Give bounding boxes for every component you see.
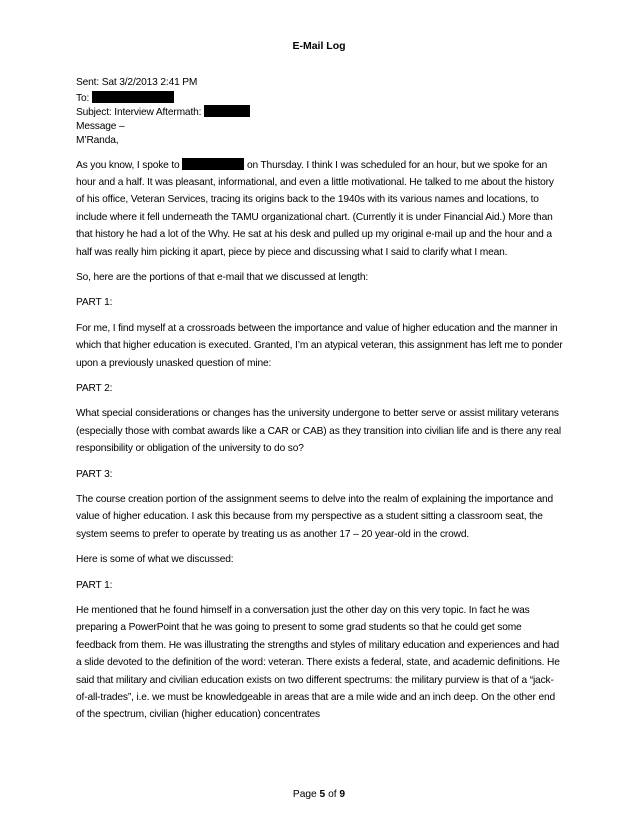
paragraph: So, here are the portions of that e-mail that we discussed at length: (76, 271, 369, 283)
paragraph (76, 157, 564, 261)
paragraph: The course creation portion of the assignment seems to delve into the realm of explaining the importance and value of higher education. I ask this because from my perspective as a student sitting a classroom seat, the system seems to prefer to operate by treating us as another 17 – 20 year-old in the crowd. (76, 494, 554, 540)
page-total: 9 (339, 789, 346, 800)
redaction-bar (182, 158, 244, 170)
redaction-bar (92, 91, 174, 103)
message-line: Message – (76, 120, 125, 132)
p1-before-text: As you know, I spoke to (76, 159, 180, 171)
to-line (76, 91, 564, 106)
paragraph: He mentioned that he found himself in a conversation just the other day on this very topic. In fact he was preparing a PowerPoint that he was going to present to some grad students so that he could get some feedback from them. He was illustrating the strengths and styles of military education and experiences and had a slide devoted to the definition of the word: veteran. There exists a federal, state, and academic definitions. He said that military and civilian education exists on two different spectrums: the military purview is that of a “jack-of-all-trades”, i.e. we must be knowledgeable in areas that are a mile wide and an inch deep. On the other end of the spectrum, civilian (higher education) concentrates (76, 605, 560, 721)
section-label: PART 1: (76, 579, 113, 591)
to-label: To: (76, 92, 90, 104)
section-label: PART 3: (76, 468, 113, 480)
section-label: PART 1: (76, 297, 113, 309)
paragraph: For me, I find myself at a crossroads between the importance and value of higher education and the manner in which that higher education is executed. Granted, I’m an atypical veteran, this assignment has left me to ponder upon a previously unasked question of mine: (76, 322, 563, 369)
p1-after-text: on Thursday. I think I was scheduled for an hour, but we spoke for an hour and a half. It was pleasant, informational, and even a little motivational. He talked to me about the history of his office, Veteran Services, tracing its origins back to the 1940s with its various names and locations, to include where it fell underneath the TAMU organizational chart. (Currently it is under Financial Aid.) More than that history he had a lot of the Why. He sat at his desk and pulled up my original e-mail up and the hour and a half was really him picking it apart, piece by piece and discussing what I said to clarify what I mean. (76, 159, 554, 258)
page-word: Page (292, 789, 317, 800)
subject-line (76, 105, 564, 120)
page-number: 5 (319, 789, 326, 800)
subject-label: Subject: Interview Aftermath: (76, 107, 202, 118)
of-word: of (328, 789, 337, 800)
paragraph: Here is some of what we discussed: (76, 554, 234, 566)
page-title: E-Mail Log (292, 40, 346, 52)
paragraph: What special considerations or changes has the university undergone to better serve or assist military veterans (especially those with combat awards like a CAR or CAB) as they transition into civilian life and is there any real responsibility or obligation of the university to do so? (76, 408, 561, 455)
section-label: PART 2: (76, 382, 113, 394)
redaction-bar (204, 105, 250, 117)
email-body (76, 76, 564, 732)
greeting-line: M’Randa, (76, 135, 119, 146)
page-footer (0, 789, 638, 800)
sent-line: Sent: Sat 3/2/2013 2:41 PM (76, 77, 198, 88)
